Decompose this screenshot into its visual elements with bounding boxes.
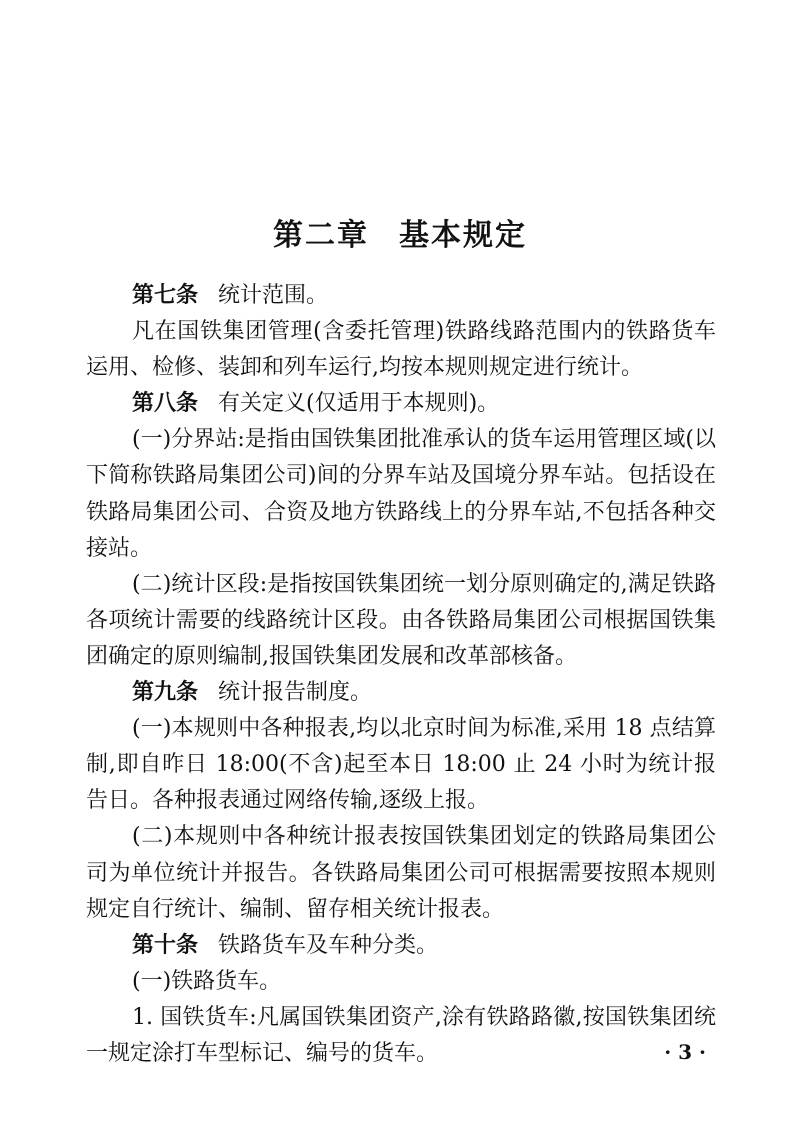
page-number: · 3 · bbox=[664, 1040, 706, 1064]
paragraph: (二)统计区段:是指按国铁集团统一划分原则确定的,满足铁路各项统计需要的线路统计区段。由各铁路局集团公司根据国铁集团确定的原则编制,报国铁集团发展和改革部核备。 bbox=[86, 571, 716, 669]
article-number: 第八条 bbox=[132, 391, 199, 417]
article-title: 铁路货车及车种分类。 bbox=[218, 932, 439, 958]
article-heading bbox=[86, 278, 716, 314]
article-number: 第十条 bbox=[132, 932, 199, 958]
paragraph: 1. 国铁货车:凡属国铁集团资产,涂有铁路路徽,按国铁集团统一规定涂打车型标记、编号的货车。 bbox=[86, 1004, 716, 1066]
document-body bbox=[86, 278, 716, 1072]
chapter-heading bbox=[0, 216, 800, 256]
article-title: 统计报告制度。 bbox=[218, 680, 373, 706]
article-number: 第七条 bbox=[132, 283, 199, 308]
chapter-label: 第二章 bbox=[273, 218, 369, 254]
paragraph: (一)铁路货车。 bbox=[132, 968, 282, 994]
paragraph: 凡在国铁集团管理(含委托管理)铁路线路范围内的铁路货车运用、检修、装卸和列车运行,均按本规则规定进行统计。 bbox=[86, 319, 716, 381]
paragraph: (二)本规则中各种统计报表按国铁集团划定的铁路局集团公司为单位统计并报告。各铁路局集团公司可根据需要按照本规则规定自行统计、编制、留存相关统计报表。 bbox=[86, 824, 716, 922]
article-heading bbox=[86, 675, 716, 711]
article-title: 统计范围。 bbox=[218, 283, 329, 308]
article-title: 有关定义(仅适用于本规则)。 bbox=[218, 391, 500, 417]
chapter-title: 基本规定 bbox=[399, 218, 527, 254]
article-heading bbox=[86, 928, 716, 964]
article-number: 第九条 bbox=[132, 680, 199, 706]
paragraph: (一)本规则中各种报表,均以北京时间为标准,采用 18 点结算制,即自昨日 18:00(不含)起至本日 18:00 止 24 小时为统计报告日。各种报表通过网络传输,逐级上报。 bbox=[86, 716, 716, 814]
paragraph: (一)分界站:是指由国铁集团批准承认的货车运用管理区域(以下简称铁路局集团公司)间的分界车站及国境分界车站。包括设在铁路局集团公司、合资及地方铁路线上的分界车站,不包括各种交接站。 bbox=[86, 427, 716, 561]
article-heading bbox=[86, 386, 716, 422]
